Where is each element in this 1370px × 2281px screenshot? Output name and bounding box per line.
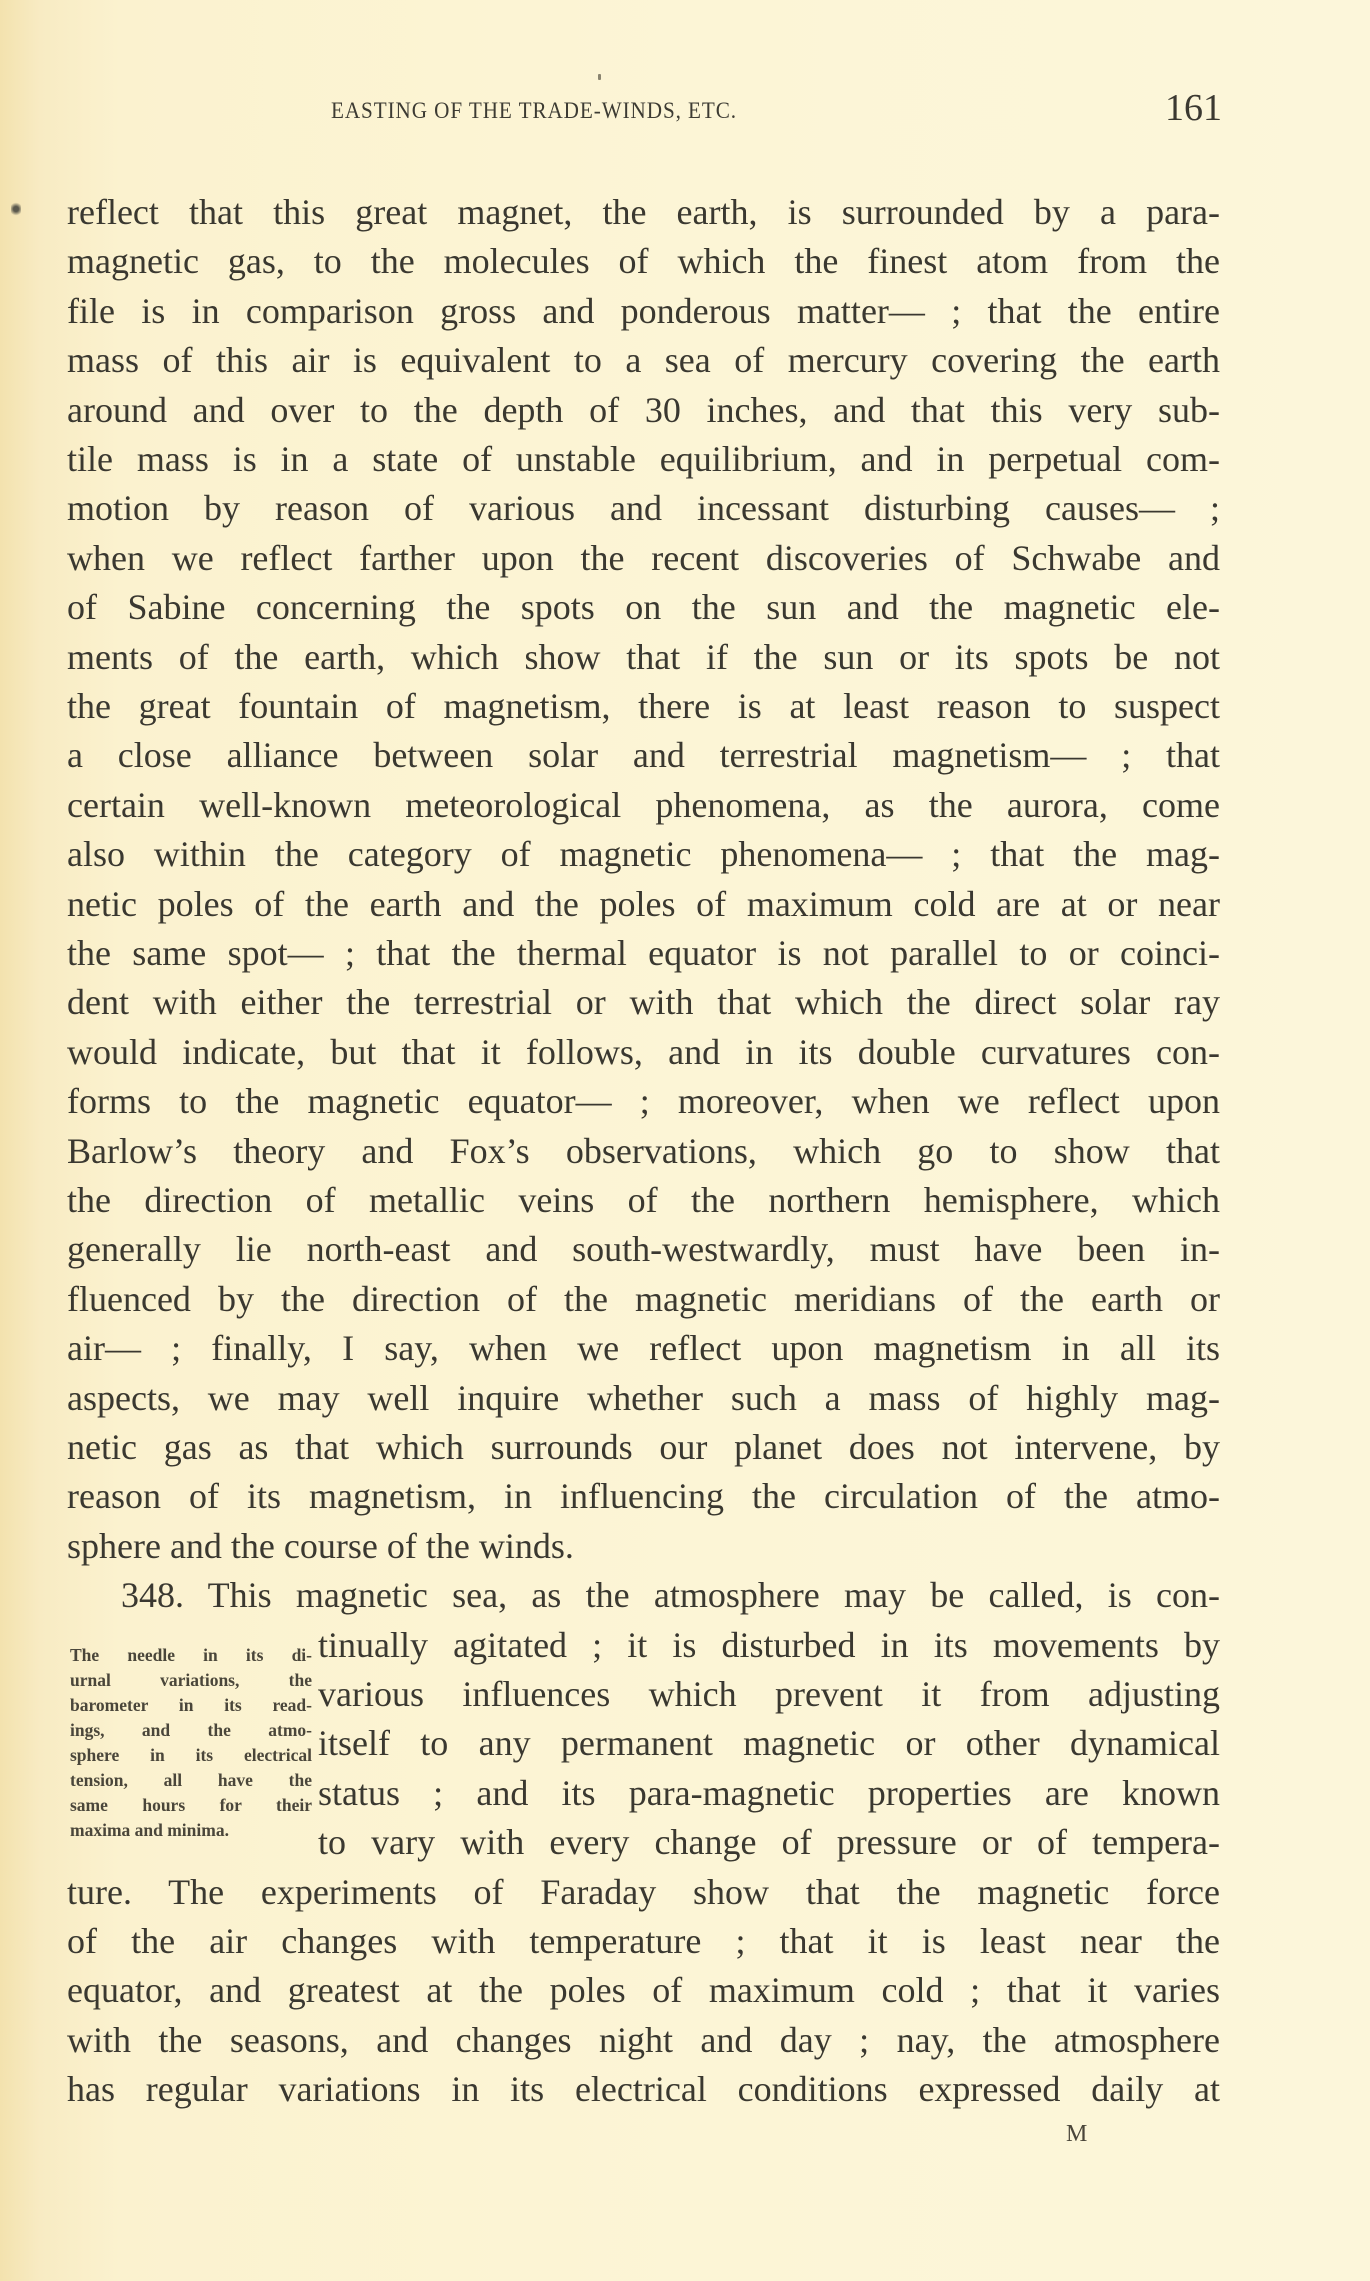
ink-speck — [598, 74, 601, 80]
text-line: forms to the magnetic equator— ; moreover, when we reflect upon — [67, 1081, 1220, 1122]
text-line: would indicate, but that it follows, and in its double curvatures con- — [67, 1031, 1220, 1072]
text-line: mass of this air is equivalent to a sea of mercury covering the earth — [67, 340, 1220, 381]
text-line: ture. The experiments of Faraday show that the magnetic force — [67, 1871, 1220, 1912]
text-line: file is in comparison gross and ponderous matter— ; that the entire — [67, 290, 1220, 331]
margin-note-line: ings, and the atmo- — [70, 1720, 312, 1740]
text-line: itself to any permanent magnetic or other dynamical — [318, 1723, 1220, 1764]
text-line: also within the category of magnetic phenomena— ; that the mag- — [67, 834, 1220, 875]
margin-note-line: urnal variations, the — [70, 1670, 312, 1690]
text-line: of the air changes with temperature ; that it is least near the — [67, 1921, 1220, 1961]
text-line: of Sabine concerning the spots on the sun and the magnetic ele- — [67, 587, 1220, 628]
text-line: tinually agitated ; it is disturbed in its movements by — [318, 1624, 1220, 1665]
text-line: reason of its magnetism, in influencing the circulation of the atmo- — [67, 1476, 1220, 1517]
text-line: Barlow’s theory and Fox’s observations, which go to show that — [67, 1130, 1220, 1171]
text-line: dent with either the terrestrial or with that which the direct solar ray — [67, 982, 1220, 1023]
text-line: ments of the earth, which show that if the sun or its spots be not — [67, 636, 1220, 677]
margin-ink-blot — [11, 202, 21, 216]
text-line: various influences which prevent it from adjusting — [318, 1674, 1220, 1714]
text-line: the same spot— ; that the thermal equator is not parallel to or coinci- — [67, 933, 1220, 973]
margin-note-line: The needle in its di- — [70, 1645, 312, 1665]
margin-note-line: maxima and minima. — [70, 1820, 229, 1840]
text-line: certain well-known meteorological phenomena, as the aurora, come — [67, 784, 1220, 825]
text-line: netic poles of the earth and the poles of maximum cold are at or near — [67, 883, 1220, 924]
text-line: generally lie north-east and south-westwardly, must have been in- — [67, 1229, 1220, 1270]
text-line: netic gas as that which surrounds our planet does not intervene, by — [67, 1427, 1220, 1467]
text-line: has regular variations in its electrical conditions expressed daily at — [67, 2069, 1220, 2110]
text-line: 348. This magnetic sea, as the atmosphere may be called, is con- — [121, 1575, 1220, 1616]
text-line: aspects, we may well inquire whether such a mass of highly mag- — [67, 1377, 1220, 1418]
text-line: around and over to the depth of 30 inches, and that this very sub- — [67, 389, 1220, 430]
running-head: EASTING OF THE TRADE-WINDS, ETC. — [331, 98, 737, 123]
text-line: reflect that this great magnet, the earth, is surrounded by a para- — [67, 192, 1220, 232]
text-line: to vary with every change of pressure or of tempera- — [318, 1822, 1220, 1863]
text-line: motion by reason of various and incessant disturbing causes— ; — [67, 488, 1220, 529]
text-line: status ; and its para-magnetic properties are known — [318, 1772, 1220, 1813]
text-line: a close alliance between solar and terrestrial magnetism— ; that — [67, 735, 1220, 776]
text-line: with the seasons, and changes night and day ; nay, the atmosphere — [67, 2019, 1220, 2060]
text-line: magnetic gas, to the molecules of which the finest atom from the — [67, 241, 1220, 282]
text-line: the great fountain of magnetism, there is at least reason to suspect — [67, 686, 1220, 726]
page-number: 161 — [1165, 87, 1222, 129]
text-line: sphere and the course of the winds. — [67, 1525, 574, 1566]
text-line: fluenced by the direction of the magnetic meridians of the earth or — [67, 1278, 1220, 1319]
margin-note-line: barometer in its read- — [70, 1695, 312, 1715]
margin-note — [70, 1643, 312, 1843]
text-line: tile mass is in a state of unstable equilibrium, and in perpetual com- — [67, 439, 1220, 479]
text-line: air— ; finally, I say, when we reflect upon magnetism in all its — [67, 1328, 1220, 1369]
text-line: when we reflect farther upon the recent discoveries of Schwabe and — [67, 537, 1220, 578]
margin-note-line: sphere in its electrical — [70, 1745, 312, 1765]
text-line: equator, and greatest at the poles of maximum cold ; that it varies — [67, 1970, 1220, 2011]
margin-note-line: same hours for their — [70, 1795, 312, 1815]
text-line: the direction of metallic veins of the northern hemisphere, which — [67, 1180, 1220, 1220]
margin-note-line: tension, all have the — [70, 1770, 312, 1790]
signature-mark: M — [1066, 2121, 1089, 2147]
